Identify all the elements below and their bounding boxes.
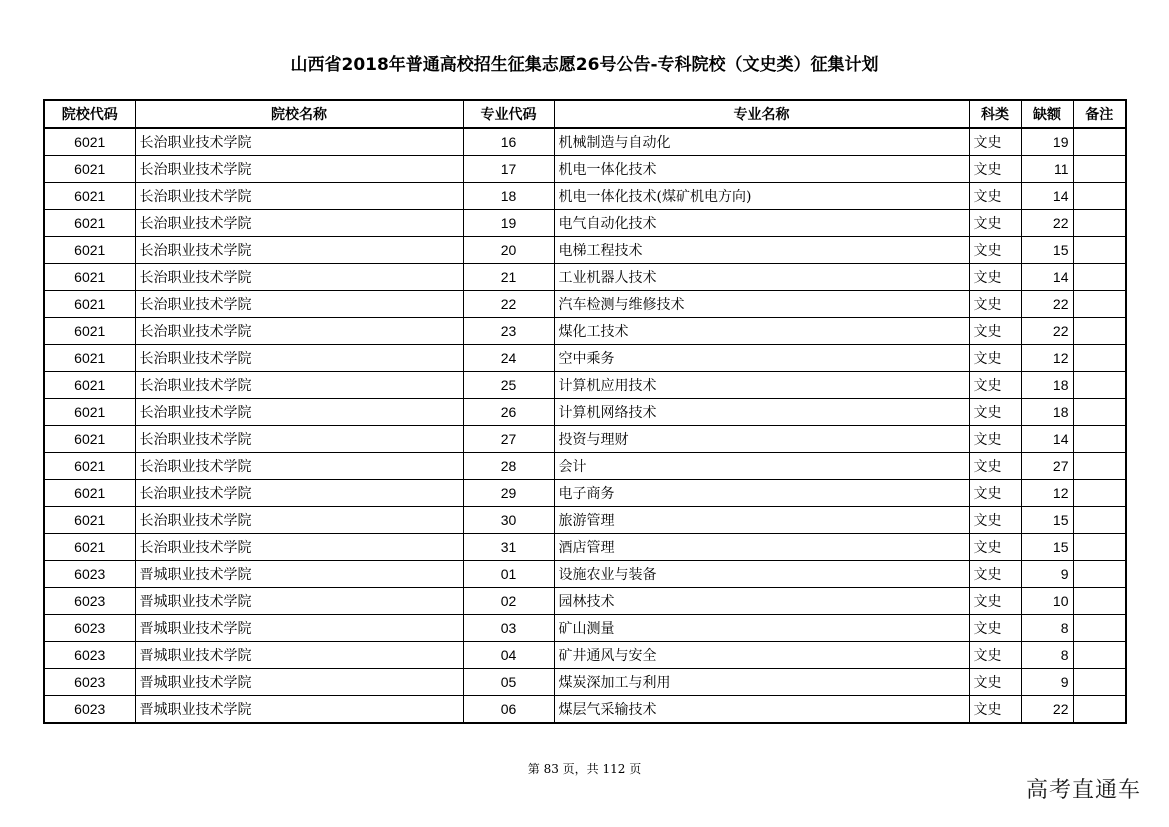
school-code-cell: 6021 bbox=[44, 183, 135, 210]
major-name-cell: 空中乘务 bbox=[554, 345, 969, 372]
major-name-cell: 煤化工技术 bbox=[554, 318, 969, 345]
enrollment-plan-table bbox=[43, 99, 1127, 724]
vacancy-cell: 11 bbox=[1021, 156, 1073, 183]
major-name-cell: 机械制造与自动化 bbox=[554, 128, 969, 156]
table-row bbox=[44, 669, 1126, 696]
table-row bbox=[44, 345, 1126, 372]
vacancy-cell: 14 bbox=[1021, 183, 1073, 210]
category-cell: 文史 bbox=[969, 156, 1021, 183]
table-row bbox=[44, 237, 1126, 264]
school-code-cell: 6021 bbox=[44, 210, 135, 237]
table-row bbox=[44, 318, 1126, 345]
school-code-cell: 6023 bbox=[44, 669, 135, 696]
vacancy-cell: 22 bbox=[1021, 291, 1073, 318]
school-name-cell: 长治职业技术学院 bbox=[135, 480, 463, 507]
category-cell: 文史 bbox=[969, 128, 1021, 156]
school-name-cell: 晋城职业技术学院 bbox=[135, 615, 463, 642]
major-code-cell: 16 bbox=[463, 128, 554, 156]
vacancy-cell: 19 bbox=[1021, 128, 1073, 156]
remarks-cell bbox=[1073, 669, 1126, 696]
major-code-cell: 04 bbox=[463, 642, 554, 669]
vacancy-cell: 12 bbox=[1021, 345, 1073, 372]
major-code-cell: 23 bbox=[463, 318, 554, 345]
category-cell: 文史 bbox=[969, 399, 1021, 426]
major-code-cell: 19 bbox=[463, 210, 554, 237]
major-name-cell: 矿山测量 bbox=[554, 615, 969, 642]
table-body bbox=[44, 128, 1126, 723]
major-name-cell: 电子商务 bbox=[554, 480, 969, 507]
header-major-name: 专业名称 bbox=[554, 100, 969, 128]
vacancy-cell: 9 bbox=[1021, 669, 1073, 696]
major-name-cell: 煤炭深加工与利用 bbox=[554, 669, 969, 696]
major-code-cell: 30 bbox=[463, 507, 554, 534]
vacancy-cell: 22 bbox=[1021, 696, 1073, 724]
table-row bbox=[44, 372, 1126, 399]
school-name-cell: 长治职业技术学院 bbox=[135, 426, 463, 453]
page-footer: 第 83 页，共 112 页 bbox=[527, 762, 642, 776]
category-cell: 文史 bbox=[969, 561, 1021, 588]
major-name-cell: 汽车检测与维修技术 bbox=[554, 291, 969, 318]
major-code-cell: 25 bbox=[463, 372, 554, 399]
remarks-cell bbox=[1073, 210, 1126, 237]
category-cell: 文史 bbox=[969, 480, 1021, 507]
school-code-cell: 6021 bbox=[44, 318, 135, 345]
remarks-cell bbox=[1073, 696, 1126, 724]
major-code-cell: 31 bbox=[463, 534, 554, 561]
table-row bbox=[44, 534, 1126, 561]
major-code-cell: 27 bbox=[463, 426, 554, 453]
major-code-cell: 17 bbox=[463, 156, 554, 183]
major-name-cell: 电梯工程技术 bbox=[554, 237, 969, 264]
vacancy-cell: 15 bbox=[1021, 507, 1073, 534]
school-name-cell: 长治职业技术学院 bbox=[135, 345, 463, 372]
table-row bbox=[44, 588, 1126, 615]
school-code-cell: 6021 bbox=[44, 534, 135, 561]
table-row bbox=[44, 399, 1126, 426]
category-cell: 文史 bbox=[969, 372, 1021, 399]
school-code-cell: 6023 bbox=[44, 696, 135, 724]
vacancy-cell: 12 bbox=[1021, 480, 1073, 507]
school-code-cell: 6021 bbox=[44, 128, 135, 156]
category-cell: 文史 bbox=[969, 210, 1021, 237]
school-name-cell: 长治职业技术学院 bbox=[135, 372, 463, 399]
table-row bbox=[44, 183, 1126, 210]
school-code-cell: 6021 bbox=[44, 345, 135, 372]
vacancy-cell: 22 bbox=[1021, 318, 1073, 345]
school-name-cell: 长治职业技术学院 bbox=[135, 399, 463, 426]
major-code-cell: 26 bbox=[463, 399, 554, 426]
school-name-cell: 长治职业技术学院 bbox=[135, 210, 463, 237]
major-code-cell: 22 bbox=[463, 291, 554, 318]
remarks-cell bbox=[1073, 399, 1126, 426]
school-code-cell: 6023 bbox=[44, 561, 135, 588]
remarks-cell bbox=[1073, 507, 1126, 534]
category-cell: 文史 bbox=[969, 345, 1021, 372]
major-name-cell: 酒店管理 bbox=[554, 534, 969, 561]
school-code-cell: 6021 bbox=[44, 372, 135, 399]
table-row bbox=[44, 615, 1126, 642]
major-code-cell: 28 bbox=[463, 453, 554, 480]
school-code-cell: 6021 bbox=[44, 480, 135, 507]
category-cell: 文史 bbox=[969, 237, 1021, 264]
major-code-cell: 24 bbox=[463, 345, 554, 372]
school-code-cell: 6021 bbox=[44, 453, 135, 480]
category-cell: 文史 bbox=[969, 507, 1021, 534]
category-cell: 文史 bbox=[969, 588, 1021, 615]
category-cell: 文史 bbox=[969, 642, 1021, 669]
school-name-cell: 长治职业技术学院 bbox=[135, 128, 463, 156]
remarks-cell bbox=[1073, 128, 1126, 156]
school-name-cell: 长治职业技术学院 bbox=[135, 291, 463, 318]
remarks-cell bbox=[1073, 615, 1126, 642]
major-code-cell: 03 bbox=[463, 615, 554, 642]
category-cell: 文史 bbox=[969, 183, 1021, 210]
major-name-cell: 矿井通风与安全 bbox=[554, 642, 969, 669]
school-name-cell: 长治职业技术学院 bbox=[135, 534, 463, 561]
major-name-cell: 机电一体化技术 bbox=[554, 156, 969, 183]
remarks-cell bbox=[1073, 480, 1126, 507]
category-cell: 文史 bbox=[969, 669, 1021, 696]
table-row bbox=[44, 696, 1126, 724]
remarks-cell bbox=[1073, 318, 1126, 345]
remarks-cell bbox=[1073, 291, 1126, 318]
major-name-cell: 会计 bbox=[554, 453, 969, 480]
major-name-cell: 旅游管理 bbox=[554, 507, 969, 534]
school-code-cell: 6021 bbox=[44, 426, 135, 453]
vacancy-cell: 18 bbox=[1021, 399, 1073, 426]
school-name-cell: 晋城职业技术学院 bbox=[135, 669, 463, 696]
table-row bbox=[44, 291, 1126, 318]
remarks-cell bbox=[1073, 561, 1126, 588]
major-code-cell: 05 bbox=[463, 669, 554, 696]
school-code-cell: 6021 bbox=[44, 291, 135, 318]
school-name-cell: 长治职业技术学院 bbox=[135, 183, 463, 210]
table-row bbox=[44, 210, 1126, 237]
major-code-cell: 21 bbox=[463, 264, 554, 291]
category-cell: 文史 bbox=[969, 615, 1021, 642]
school-name-cell: 长治职业技术学院 bbox=[135, 453, 463, 480]
remarks-cell bbox=[1073, 345, 1126, 372]
major-code-cell: 01 bbox=[463, 561, 554, 588]
major-code-cell: 29 bbox=[463, 480, 554, 507]
table-row bbox=[44, 507, 1126, 534]
major-code-cell: 18 bbox=[463, 183, 554, 210]
category-cell: 文史 bbox=[969, 426, 1021, 453]
category-cell: 文史 bbox=[969, 264, 1021, 291]
major-name-cell: 机电一体化技术(煤矿机电方向) bbox=[554, 183, 969, 210]
school-name-cell: 晋城职业技术学院 bbox=[135, 588, 463, 615]
major-name-cell: 设施农业与装备 bbox=[554, 561, 969, 588]
table-row bbox=[44, 264, 1126, 291]
major-name-cell: 园林技术 bbox=[554, 588, 969, 615]
category-cell: 文史 bbox=[969, 696, 1021, 724]
category-cell: 文史 bbox=[969, 291, 1021, 318]
major-name-cell: 电气自动化技术 bbox=[554, 210, 969, 237]
school-name-cell: 长治职业技术学院 bbox=[135, 507, 463, 534]
table-row bbox=[44, 453, 1126, 480]
vacancy-cell: 22 bbox=[1021, 210, 1073, 237]
school-name-cell: 长治职业技术学院 bbox=[135, 318, 463, 345]
table-row bbox=[44, 426, 1126, 453]
document-title: 山西省2018年普通高校招生征集志愿26号公告-专科院校（文史类）征集计划 bbox=[290, 55, 879, 75]
header-major-code: 专业代码 bbox=[463, 100, 554, 128]
remarks-cell bbox=[1073, 183, 1126, 210]
header-school-name: 院校名称 bbox=[135, 100, 463, 128]
school-code-cell: 6021 bbox=[44, 507, 135, 534]
remarks-cell bbox=[1073, 588, 1126, 615]
table-row bbox=[44, 561, 1126, 588]
vacancy-cell: 14 bbox=[1021, 264, 1073, 291]
vacancy-cell: 10 bbox=[1021, 588, 1073, 615]
major-name-cell: 工业机器人技术 bbox=[554, 264, 969, 291]
vacancy-cell: 9 bbox=[1021, 561, 1073, 588]
major-code-cell: 20 bbox=[463, 237, 554, 264]
table-row bbox=[44, 642, 1126, 669]
school-code-cell: 6021 bbox=[44, 399, 135, 426]
remarks-cell bbox=[1073, 642, 1126, 669]
school-code-cell: 6023 bbox=[44, 588, 135, 615]
vacancy-cell: 8 bbox=[1021, 642, 1073, 669]
school-code-cell: 6023 bbox=[44, 642, 135, 669]
major-code-cell: 06 bbox=[463, 696, 554, 724]
table-header-row bbox=[44, 100, 1126, 128]
school-name-cell: 长治职业技术学院 bbox=[135, 264, 463, 291]
vacancy-cell: 18 bbox=[1021, 372, 1073, 399]
vacancy-cell: 14 bbox=[1021, 426, 1073, 453]
remarks-cell bbox=[1073, 372, 1126, 399]
remarks-cell bbox=[1073, 237, 1126, 264]
remarks-cell bbox=[1073, 426, 1126, 453]
category-cell: 文史 bbox=[969, 534, 1021, 561]
major-name-cell: 煤层气采输技术 bbox=[554, 696, 969, 724]
watermark-logo: 高考直通车 bbox=[1025, 778, 1141, 803]
vacancy-cell: 15 bbox=[1021, 534, 1073, 561]
header-vacancy: 缺额 bbox=[1021, 100, 1073, 128]
category-cell: 文史 bbox=[969, 453, 1021, 480]
school-code-cell: 6021 bbox=[44, 237, 135, 264]
school-name-cell: 晋城职业技术学院 bbox=[135, 561, 463, 588]
school-name-cell: 长治职业技术学院 bbox=[135, 237, 463, 264]
school-name-cell: 长治职业技术学院 bbox=[135, 156, 463, 183]
category-cell: 文史 bbox=[969, 318, 1021, 345]
remarks-cell bbox=[1073, 264, 1126, 291]
table-row bbox=[44, 156, 1126, 183]
remarks-cell bbox=[1073, 156, 1126, 183]
school-code-cell: 6021 bbox=[44, 264, 135, 291]
header-category: 科类 bbox=[969, 100, 1021, 128]
remarks-cell bbox=[1073, 534, 1126, 561]
school-code-cell: 6023 bbox=[44, 615, 135, 642]
major-name-cell: 计算机应用技术 bbox=[554, 372, 969, 399]
vacancy-cell: 27 bbox=[1021, 453, 1073, 480]
major-name-cell: 计算机网络技术 bbox=[554, 399, 969, 426]
vacancy-cell: 8 bbox=[1021, 615, 1073, 642]
header-school-code: 院校代码 bbox=[44, 100, 135, 128]
vacancy-cell: 15 bbox=[1021, 237, 1073, 264]
major-name-cell: 投资与理财 bbox=[554, 426, 969, 453]
school-name-cell: 晋城职业技术学院 bbox=[135, 642, 463, 669]
major-code-cell: 02 bbox=[463, 588, 554, 615]
school-code-cell: 6021 bbox=[44, 156, 135, 183]
remarks-cell bbox=[1073, 453, 1126, 480]
table-row bbox=[44, 128, 1126, 156]
school-name-cell: 晋城职业技术学院 bbox=[135, 696, 463, 724]
table-row bbox=[44, 480, 1126, 507]
header-remarks: 备注 bbox=[1073, 100, 1126, 128]
